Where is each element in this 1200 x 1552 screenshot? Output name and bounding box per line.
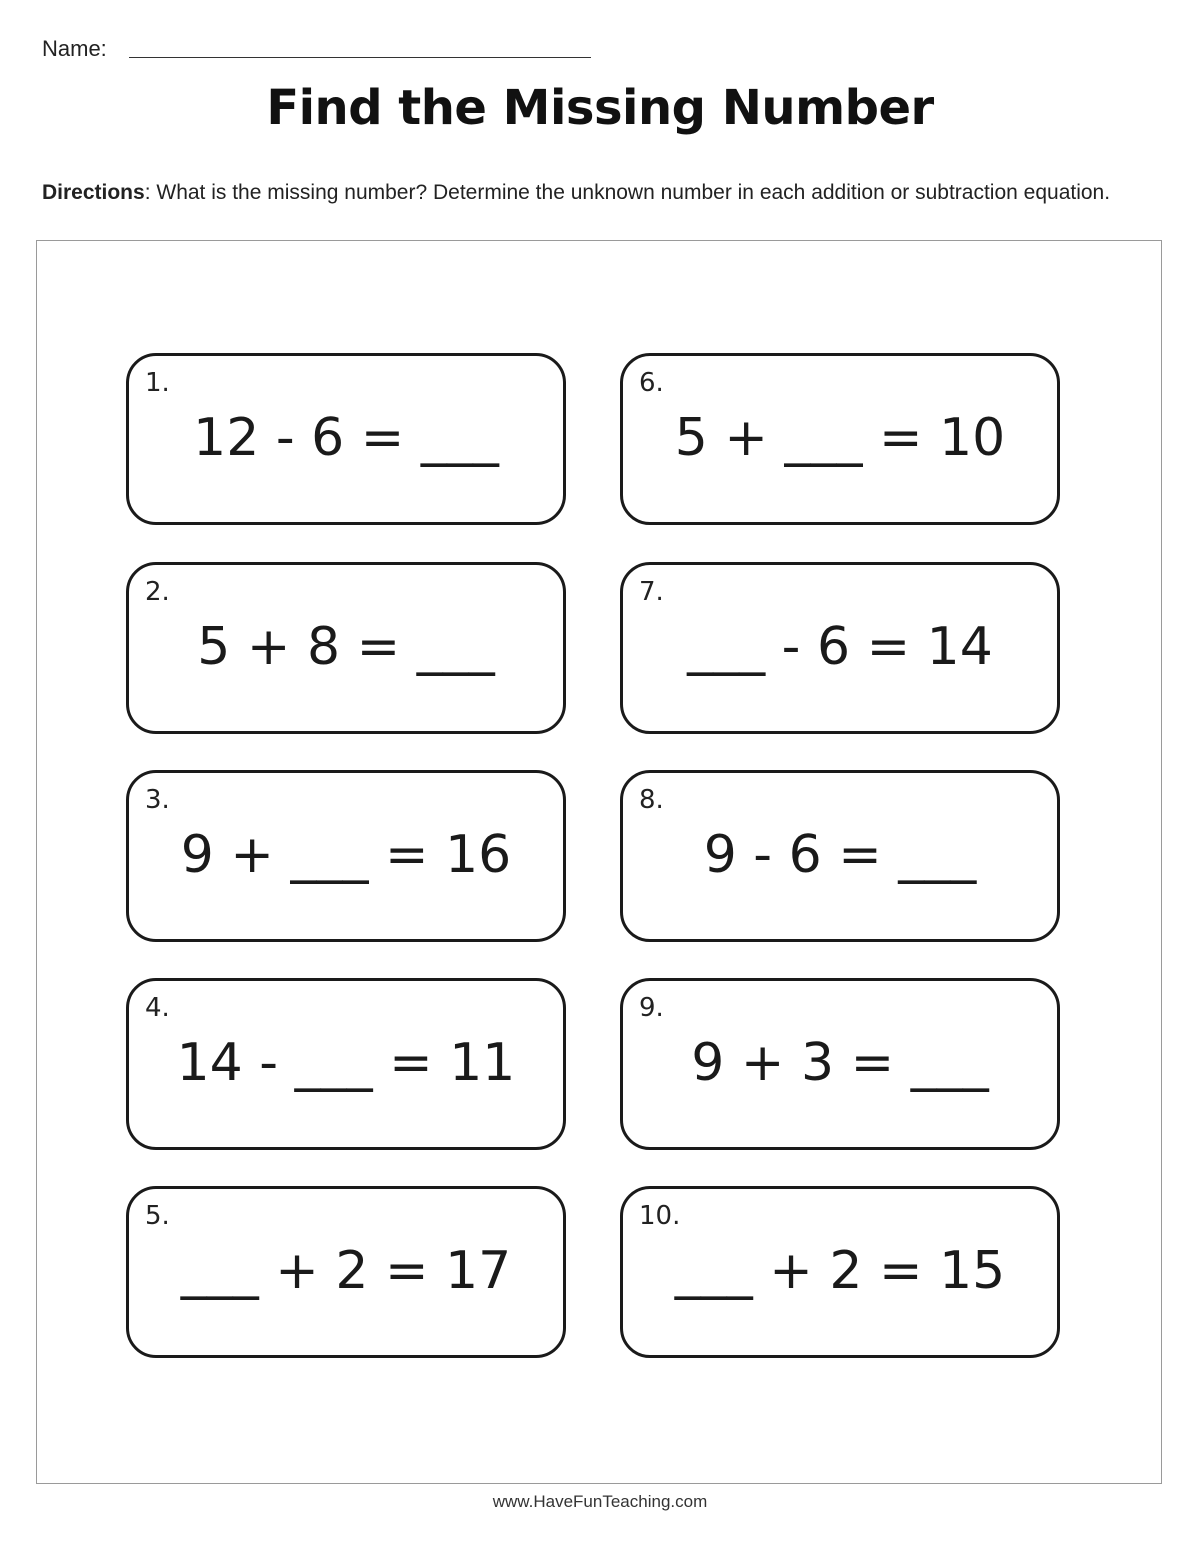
problem-number: 2. (145, 577, 170, 607)
problem-card-8 (620, 770, 1060, 942)
problem-card-7 (620, 562, 1060, 734)
problem-equation: 12 - 6 = ___ (193, 408, 499, 468)
problem-equation: 5 + ___ = 10 (674, 408, 1006, 468)
problem-equation: 9 + 3 = ___ (691, 1033, 989, 1093)
problem-equation: ___ - 6 = 14 (687, 617, 993, 677)
problem-number: 4. (145, 993, 170, 1023)
problem-number: 9. (639, 993, 664, 1023)
problem-card-4 (126, 978, 566, 1150)
problem-card-1 (126, 353, 566, 525)
problem-number: 5. (145, 1201, 170, 1231)
name-field[interactable] (129, 57, 591, 58)
footer-url: www.HaveFunTeaching.com (492, 1492, 708, 1511)
page-title: Find the Missing Number (266, 80, 934, 136)
problem-card-6 (620, 353, 1060, 525)
problem-number: 10. (639, 1201, 681, 1231)
problem-equation: 9 - 6 = ___ (703, 825, 977, 885)
problem-equation: ___ + 2 = 17 (180, 1241, 512, 1301)
problem-number: 7. (639, 577, 664, 607)
problem-equation: ___ + 2 = 15 (674, 1241, 1006, 1301)
problem-number: 8. (639, 785, 664, 815)
problem-card-5 (126, 1186, 566, 1358)
directions (42, 178, 1152, 208)
problem-card-3 (126, 770, 566, 942)
problem-card-9 (620, 978, 1060, 1150)
problem-number: 3. (145, 785, 170, 815)
problem-card-10 (620, 1186, 1060, 1358)
directions-text: : What is the missing number? Determine the unknown number in each addition or subtraction equation. (144, 181, 1111, 204)
problem-number: 1. (145, 368, 170, 398)
problem-equation: 5 + 8 = ___ (197, 617, 495, 677)
problem-number: 6. (639, 368, 664, 398)
problem-card-2 (126, 562, 566, 734)
directions-label: Directions (42, 181, 145, 204)
name-label: Name: (42, 36, 107, 61)
name-row (42, 36, 591, 62)
problem-equation: 9 + ___ = 16 (180, 825, 512, 885)
problem-equation: 14 - ___ = 11 (176, 1033, 516, 1093)
